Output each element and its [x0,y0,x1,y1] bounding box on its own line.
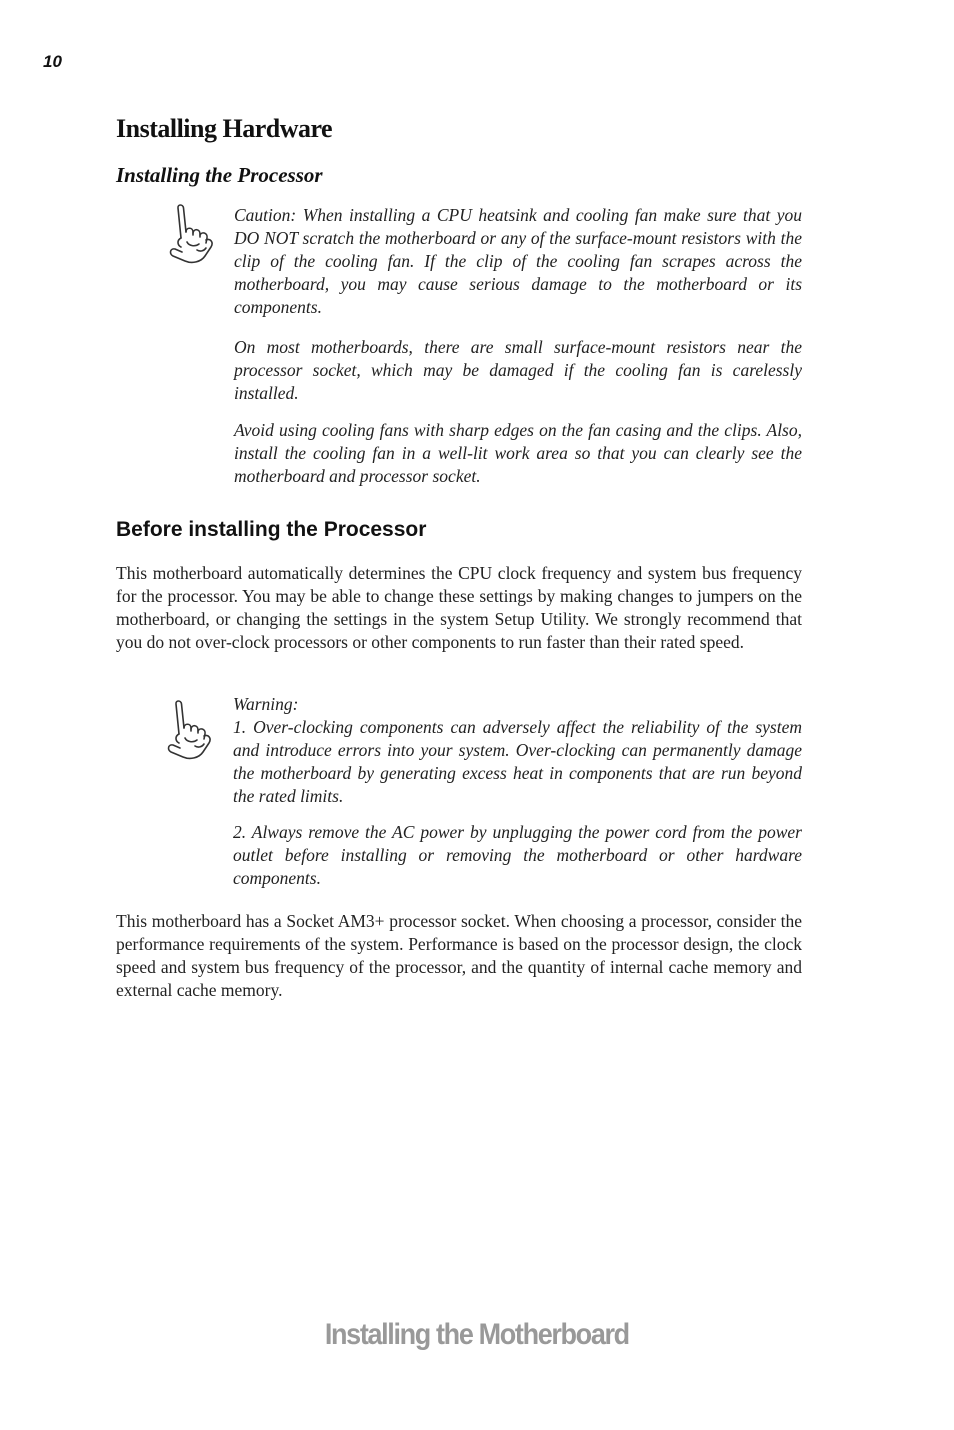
section-heading: Installing Hardware [116,114,333,143]
warning-text: 1. Over-clocking components can adversely affect the reliability of the system and introduce errors into your system. Over-clocking can permanently damage the motherboard by generating excess heat in components that are run beyond the rated limits. [233,717,802,806]
subsection-heading: Installing the Processor [116,163,323,187]
footer-title: Installing the Motherboard [325,1318,629,1351]
body-paragraph: This motherboard automatically determines the CPU clock frequency and system bus frequency for the processor. You may be able to change these settings by making changes to jumpers on the motherboard, or changing the settings in the system Setup Utility. We strongly recommend that you do not over-clock processors or other components to run faster than their rated speed. [116,563,802,652]
page-footer [0,1318,954,1352]
page-number: 10 [43,52,62,71]
caution-text: Caution: When installing a CPU heatsink and cooling fan make sure that you DO NOT scratch the motherboard or any of the surface-mount resistors with the clip of the cooling fan. If the clip of the cooling fan scrapes across the motherboard, you may cause serious damage to the motherboard or its components. [234,205,802,317]
section-title: Before installing the Processor [116,518,427,541]
pointing-hand-icon [167,202,221,268]
warning-text: 2. Always remove the AC power by unplugging the power cord from the power outlet before installing or removing the motherboard or other hardware components. [233,822,802,888]
caution-text: Avoid using cooling fans with sharp edges on the fan casing and the clips. Also, install the cooling fan in a well-lit work area so that you can clearly see the motherboard and processor socket. [234,420,802,486]
pointing-hand-icon [165,698,219,764]
body-paragraph: This motherboard has a Socket AM3+ processor socket. When choosing a processor, consider the performance requirements of the system. Performance is based on the processor design, the clock speed and system bus frequency of the processor, and the quantity of internal cache memory and external cache memory. [116,911,802,1000]
warning-title: Warning: [233,694,299,714]
caution-text: On most motherboards, there are small surface-mount resistors near the processor socket, which may be damaged if the cooling fan is carelessly installed. [234,337,802,403]
